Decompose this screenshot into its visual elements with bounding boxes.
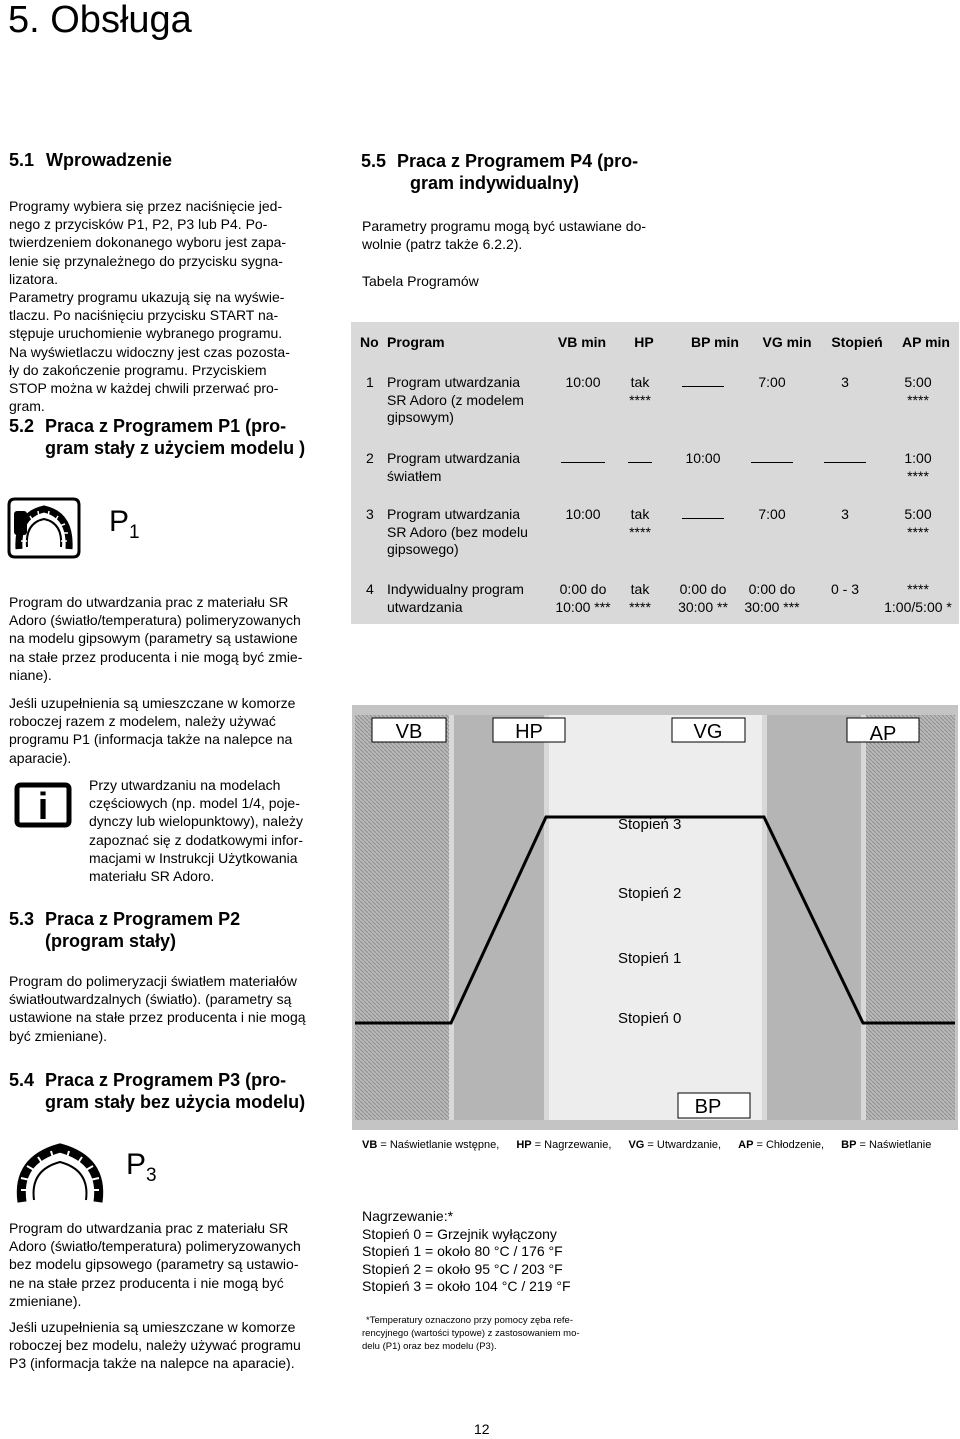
section-5-3-heading xyxy=(9,908,240,952)
page-number: 12 xyxy=(474,1421,490,1437)
cell-vg: 7:00 xyxy=(758,374,786,390)
cell-no: 4 xyxy=(366,581,374,597)
cell-vg: 0:00 do 30:00 *** xyxy=(744,581,800,615)
cell-no: 2 xyxy=(366,450,374,466)
section-5-5-body xyxy=(362,217,682,253)
text-line: Na wyświetlaczu widoczny jest czas pozosta- xyxy=(9,343,290,360)
empty-value-line xyxy=(682,376,724,387)
text-line: programu P1 (informacja także na nalepce na xyxy=(9,731,293,748)
section-5-2-body xyxy=(9,593,344,767)
section-5-1-heading xyxy=(9,149,172,171)
text-line: ne na stałe przez producenta i nie mogą być xyxy=(9,1274,284,1291)
section-title: Wprowadzenie xyxy=(46,150,173,170)
cell-vb: 10:00 xyxy=(565,374,601,390)
level-label-0: Stopień 0 xyxy=(618,1010,682,1027)
cell-ap: 5:00 **** xyxy=(904,374,932,408)
text-line: Jeśli uzupełnienia są umieszczane w komorze xyxy=(9,695,296,712)
cell-no: 1 xyxy=(366,374,374,390)
table-header: HP xyxy=(634,334,654,350)
cell-ap: 1:00 **** xyxy=(904,450,932,484)
section-title-line: Praca z Programem P2 xyxy=(45,909,241,929)
text-line: dynczy lub wielopunktowy), należy xyxy=(89,813,303,830)
text-line: Przy utwardzaniu na modelach xyxy=(89,777,281,793)
table-title: Tabela Programów xyxy=(362,273,479,289)
legend-item: AP = Chłodzenie, xyxy=(738,1139,825,1151)
section-5-5-heading xyxy=(361,150,638,194)
text-line: na stałe przez producenta i nie mogą być zmie- xyxy=(9,648,303,665)
section-title-line: gram indywidualny) xyxy=(410,173,580,193)
cell-vg: 7:00 xyxy=(758,506,786,522)
heating-levels xyxy=(362,1208,571,1296)
program-table xyxy=(351,322,959,624)
table-header: AP min xyxy=(902,334,950,350)
vb-zone xyxy=(355,715,449,1120)
cell-bp: 0:00 do 30:00 ** xyxy=(678,581,728,615)
text-line: bez modelu gipsowego (parametry są ustawio- xyxy=(9,1256,299,1273)
phase-label-ap: AP xyxy=(869,723,897,745)
info-note xyxy=(89,776,339,885)
cell-vb: 10:00 xyxy=(565,506,601,522)
level-label-2: Stopień 2 xyxy=(618,885,682,902)
cell-st: 0 - 3 xyxy=(830,581,859,597)
text-line: stępuje uruchomienie wybranego programu. xyxy=(9,325,283,342)
table-header: VG min xyxy=(762,334,812,350)
table-header: VB min xyxy=(557,334,607,350)
program-table-body xyxy=(351,322,959,624)
text-line: Adoro (światło/temperatura) polimeryzowanych xyxy=(9,1238,301,1255)
section-5-4-body xyxy=(9,1219,349,1373)
cell-st: 3 xyxy=(841,374,849,390)
cell-st: 3 xyxy=(841,506,849,522)
text-line: ły do zakończenie programu. Przyciskiem xyxy=(9,361,267,378)
text-line: Adoro (światło/temperatura) polimeryzowanych xyxy=(9,612,301,629)
text-line: *Temperatury oznaczono przy pomocy zęba refe- xyxy=(366,1315,573,1326)
text-line: twierdzeniem dokonanego wyboru jest zapa- xyxy=(9,234,287,251)
tooth-arch-icon xyxy=(12,1138,108,1210)
table-header: No xyxy=(360,334,379,350)
text-line: Stopień 0 = Grzejnik wyłączony xyxy=(362,1225,557,1242)
text-line: Parametry programu mogą być ustawiane do- xyxy=(362,218,647,234)
p3-program-icon xyxy=(12,1138,172,1212)
empty-value-line xyxy=(628,452,652,463)
empty-value-line xyxy=(751,452,793,463)
cell-program: Indywidualny program utwardzania xyxy=(387,581,524,615)
text-line: roboczej bez modelu, należy używać programu xyxy=(9,1337,301,1354)
text-line: STOP można w każdej chwili przerwać pro- xyxy=(9,380,279,397)
diagram-legend xyxy=(362,1139,931,1151)
section-number: 5.2 xyxy=(9,416,35,436)
section-5-2-heading xyxy=(9,415,305,459)
vg-zone xyxy=(549,715,762,1120)
page-title: 5. Obsługa xyxy=(8,0,192,41)
section-title-line: (program stały) xyxy=(45,931,177,951)
cell-vb: 0:00 do 10:00 *** xyxy=(555,581,611,615)
end-zone xyxy=(866,715,955,1120)
text-line: Jeśli uzupełnienia są umieszczane w komorze xyxy=(9,1319,296,1336)
text-line: materiału SR Adoro. xyxy=(89,868,215,885)
text-line: P3 (informacja także na nalepce na aparacie). xyxy=(9,1355,295,1372)
text-line: Stopień 2 = około 95 °C / 203 °F xyxy=(362,1260,563,1277)
text-line: lizatora. xyxy=(9,270,59,287)
text-line: lenie się przynależnego do przycisku sygna- xyxy=(9,252,283,269)
cell-bp: 10:00 xyxy=(685,450,721,466)
cell-hp: tak **** xyxy=(629,506,651,540)
text-line: niane). xyxy=(9,666,52,683)
cell-no: 3 xyxy=(366,506,374,522)
empty-value-line xyxy=(682,508,724,519)
section-5-3-body xyxy=(9,972,344,1045)
ap-zone xyxy=(767,715,861,1120)
section-number: 5.3 xyxy=(9,909,35,929)
empty-value-line xyxy=(824,452,866,463)
cell-ap: **** 1:00/5:00 * xyxy=(884,581,952,615)
text-line: gram. xyxy=(9,398,45,415)
legend-item: HP = Nagrzewanie, xyxy=(516,1139,612,1151)
text-line: Program do polimeryzacji światłem materiałów xyxy=(9,973,297,989)
text-line: na modelu gipsowym (parametry są ustawione xyxy=(9,630,298,647)
table-header: Stopień xyxy=(831,334,883,350)
phase-label-vg: VG xyxy=(693,721,723,743)
p3-label: $P_3$ xyxy=(126,1148,157,1186)
level-label-3: Stopień 3 xyxy=(618,816,682,833)
p1-program-icon xyxy=(5,493,145,565)
text-line: aparacie). xyxy=(9,749,72,766)
text-line: macjami w Instrukcji Użytkowania xyxy=(89,849,298,866)
text-line: wolnie (patrz także 6.2.2). xyxy=(362,236,523,253)
legend-item: BP = Naświetlanie xyxy=(841,1139,932,1151)
phase-label-bp: BP xyxy=(694,1096,722,1118)
text-line: nego z przycisków P1, P2, P3 lub P4. Po- xyxy=(9,216,268,233)
text-line: Parametry programu ukazują się na wyświe- xyxy=(9,289,285,306)
info-icon xyxy=(13,781,73,829)
section-title-line: gram stały bez użycia modelu) xyxy=(45,1092,306,1112)
text-line: Program do utwardzania prac z materiału SR xyxy=(9,594,289,610)
zone-divider xyxy=(544,715,549,1120)
zone-divider xyxy=(861,715,866,1120)
zone-divider xyxy=(449,715,454,1120)
text-line: roboczej razem z modelem, należy używać xyxy=(9,713,276,730)
text-line: być zmieniane). xyxy=(9,1027,108,1044)
text-line: Programy wybiera się przez naciśnięcie jed- xyxy=(9,198,283,214)
cell-hp: tak **** xyxy=(629,581,651,615)
text-line: Nagrzewanie:* xyxy=(362,1208,454,1224)
info-glyph: i xyxy=(37,786,49,828)
section-title-line: Praca z Programem P1 (pro- xyxy=(45,416,287,436)
section-5-1-body xyxy=(9,197,339,415)
section-number: 5.1 xyxy=(9,150,35,170)
zone-divider xyxy=(762,715,767,1120)
phase-label-vb: VB xyxy=(395,721,423,743)
text-line: ustawione na stałe przez producenta i nie mogą xyxy=(9,1009,306,1026)
text-line: Stopień 1 = około 80 °C / 176 °F xyxy=(362,1243,563,1259)
text-line: zapoznać się z dodatkowymi infor- xyxy=(89,831,303,848)
table-header: BP min xyxy=(691,334,739,350)
phase-label-hp: HP xyxy=(515,721,543,743)
section-title-line: Praca z Programem P4 (pro- xyxy=(397,151,639,171)
footnote xyxy=(362,1314,580,1353)
table-header: Program xyxy=(387,334,445,350)
cell-ap: 5:00 **** xyxy=(904,506,932,540)
tooth-model-icon xyxy=(5,493,83,563)
text-line: delu (P1) oraz bez modelu (P3). xyxy=(362,1341,497,1352)
text-line: światłoutwardzalnych (światło). (parametry są xyxy=(9,991,292,1008)
section-title-line: Praca z Programem P3 (pro- xyxy=(45,1070,287,1090)
text-line: zmieniane). xyxy=(9,1292,82,1309)
temperature-diagram-svg xyxy=(352,705,958,1130)
text-line: Program do utwardzania prac z materiału SR xyxy=(9,1220,289,1236)
section-title-line: gram stały z użyciem modelu ) xyxy=(45,438,306,458)
level-label-1: Stopień 1 xyxy=(618,950,682,967)
cell-program: Program utwardzania SR Adoro (z modelem gipsowym) xyxy=(387,374,524,425)
cell-program: Program utwardzania SR Adoro (bez modelu gipsowego) xyxy=(387,506,528,557)
legend-item: VG = Utwardzanie, xyxy=(628,1139,722,1151)
p1-label: $P_1$ xyxy=(109,505,140,543)
temperature-diagram xyxy=(352,705,958,1130)
text-line: Stopień 3 = około 104 °C / 219 °F xyxy=(362,1278,571,1294)
section-number: 5.4 xyxy=(9,1070,35,1090)
legend-item: VB = Naświetlanie wstępne, xyxy=(362,1139,500,1151)
cell-hp: tak **** xyxy=(629,374,651,408)
cell-program: Program utwardzania światłem xyxy=(387,450,521,484)
section-5-4-heading xyxy=(9,1069,305,1113)
text-line: rencyjnego (wartości typowe) z zastosowaniem mo- xyxy=(362,1328,580,1339)
text-line: częściowych (np. model 1/4, poje- xyxy=(89,795,300,812)
section-number: 5.5 xyxy=(361,151,387,171)
text-line: tlaczu. Po naciśnięciu przycisku START na- xyxy=(9,307,279,324)
